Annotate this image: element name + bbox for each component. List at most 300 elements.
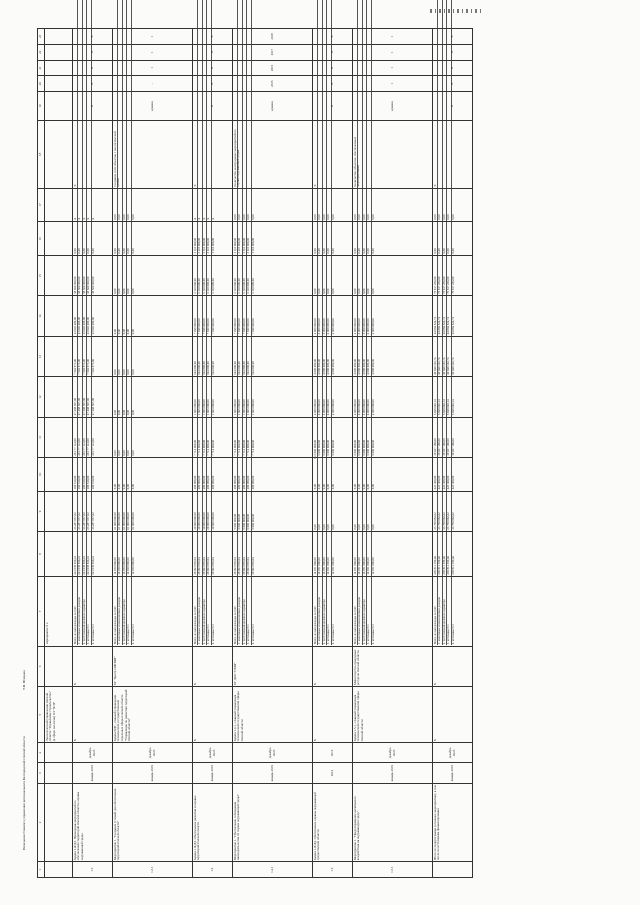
value-sub-cell: 3 110 000,00: [242, 0, 247, 254]
finance-value: [45, 532, 73, 577]
value-sub-cell: X: [207, 0, 212, 220]
finance-value: [113, 255, 193, 295]
source-label: Всего, из них расходы за счет:: [194, 0, 198, 645]
source-sub-item: 2. поступлений целевого характера: [82, 0, 87, 645]
indicator-year: [45, 76, 73, 92]
value-sub-cell: 3 110 000,00: [202, 0, 207, 294]
value-sub-cell: 0,00: [87, 0, 92, 254]
page-number: 2: [314, 455, 316, 460]
finance-value: [73, 255, 113, 295]
value-sub-cell: 5 828 040,14: [438, 0, 443, 416]
value-cell: 7 714 000,00: [194, 0, 198, 456]
value-sub-cell: 4 000 000,00: [318, 0, 323, 335]
row-indicator-unit: [45, 92, 73, 121]
value-sub-cell: 28 863 955,94: [202, 0, 207, 575]
finance-value: [433, 188, 473, 222]
source-sub-item: 4. источник N 2: [450, 624, 455, 645]
row-result: X: [193, 121, 233, 188]
value-cell: 0,00: [114, 0, 118, 490]
value-cell: 5 000 000,00: [314, 0, 318, 456]
row-task: [45, 646, 73, 686]
finance-value: [353, 458, 433, 492]
value-sub-cell: 4 000 000,00: [318, 0, 323, 375]
value-sub-cell: 7 949 000,00: [207, 0, 212, 335]
value-sub-cell: 3 110 000,00: [247, 0, 252, 254]
value-sub-cell: X: [202, 0, 207, 220]
row-number: 1.4: [193, 862, 233, 878]
value-sub-cell: 0,00: [318, 0, 323, 254]
column-number-19: 19: [38, 92, 45, 121]
value-sub-cell: 5 000 000,00: [367, 0, 372, 456]
row-number: 1.5.1: [353, 862, 433, 878]
value-sub-cell: 4 000 000,00: [322, 0, 327, 416]
source-sub-item: 2. поступлений целевого характера: [442, 0, 447, 645]
value-cell: 7 949 000,00: [194, 0, 198, 335]
value-sub-cell: 38 560 500,00: [87, 0, 92, 294]
indicator-year: 1: [113, 29, 193, 45]
indicator-year: 2016: [233, 60, 313, 76]
value-sub-cell: 23 045 409,00: [87, 0, 92, 335]
value-sub-cell: 5 000 000,00: [247, 0, 252, 530]
value-sub-cell: 0,00: [122, 0, 127, 456]
value-sub-cell: 0,00: [362, 0, 367, 530]
row-end: декабрь 2023: [233, 743, 313, 763]
finance-value: [113, 296, 193, 336]
value-sub-cell: 4 000 000,00: [327, 0, 332, 416]
finance-value: [193, 532, 233, 577]
value-sub-cell: 40 848 102,74: [450, 357, 455, 375]
value-sub-cell: 0,00: [78, 0, 83, 254]
finance-value: [433, 336, 473, 376]
row-task: X: [313, 646, 353, 686]
value-sub-cell: 5 828 040,14: [450, 399, 455, 416]
value-cell: 544 000,00: [234, 0, 238, 375]
finance-value: [353, 222, 433, 256]
source-label: Всего, из них расходы за счет:: [314, 0, 318, 645]
value-sub-cell: 0,00: [438, 0, 443, 254]
value-cell: 3 110 000,00: [234, 0, 238, 294]
value-sub-cell: 7 502 973,00: [90, 358, 95, 375]
value-sub-cell: 0,00: [442, 0, 447, 220]
value-cell: 38 560 500,00: [74, 0, 78, 294]
value-sub-cell: 23 790 082,62: [442, 0, 447, 530]
value-cell: 3 110 000,00: [194, 0, 198, 254]
row-indicator-unit: X: [73, 92, 113, 121]
source-sub-item: 1. налоговых и неналоговых доходов: [438, 0, 443, 645]
value-cell: 14 931 000,00: [354, 0, 358, 575]
indicator-year: X: [433, 76, 473, 92]
value-sub-cell: 0,00: [370, 484, 375, 490]
column-number-3: 3: [38, 763, 45, 783]
value-sub-cell: 0,00: [322, 0, 327, 490]
finance-value: [73, 188, 113, 222]
row-source: [193, 577, 233, 647]
value-sub-cell: 423 300,00: [438, 0, 443, 490]
source-sub-item: 1. налоговых и неналоговых доходов: [358, 0, 363, 645]
value-cell: 5 828 040,14: [434, 0, 438, 416]
value-sub-cell: 544 000,00: [198, 0, 203, 375]
finance-value: [233, 417, 313, 457]
finance-value: [45, 491, 73, 531]
value-sub-cell: 0,00: [442, 0, 447, 254]
value-sub-cell: 0,00: [330, 288, 335, 294]
indicator-year: 1: [113, 44, 193, 60]
column-number-6: 6: [38, 646, 45, 686]
value-sub-cell: 0,00: [130, 248, 135, 254]
finance-value: [73, 296, 113, 336]
value-sub-cell: 0,00: [118, 0, 123, 220]
finance-value: [433, 458, 473, 492]
finance-value: [113, 377, 193, 417]
value-sub-cell: 0,00: [322, 0, 327, 294]
value-sub-cell: 0,00: [127, 0, 132, 456]
value-sub-cell: 3 110 000,00: [250, 237, 255, 254]
value-sub-cell: 0,00: [118, 0, 123, 416]
row-end: декабрь 2023: [193, 743, 233, 763]
value-sub-cell: 20 177 112,00: [82, 0, 87, 456]
value-sub-cell: 0,00: [130, 484, 135, 490]
value-sub-cell: 40 848 102,74: [442, 0, 447, 375]
row-indicator-unit: X: [313, 92, 353, 121]
finance-value: [73, 458, 113, 492]
value-sub-cell: 3 110 000,00: [207, 0, 212, 254]
value-sub-cell: 39 657 180,00: [442, 0, 447, 456]
finance-value: [313, 336, 353, 376]
value-sub-cell: 14 930 000,00: [122, 0, 127, 575]
finance-value: [73, 417, 113, 457]
value-sub-cell: 38 560 500,00: [90, 276, 95, 294]
value-cell: 0,00: [314, 0, 318, 220]
footer-signature-name: Т.Н. Птицына: [22, 670, 26, 690]
value-sub-cell: 0,00: [367, 0, 372, 294]
indicator-year: X: [73, 76, 113, 92]
finance-value: [113, 188, 193, 222]
value-sub-cell: 0,00: [238, 0, 243, 220]
value-sub-cell: 47 288 507,00: [87, 0, 92, 416]
source-sub-item: 1. налоговых и неналоговых доходов: [318, 0, 323, 645]
row-executor: Экологический управления Омской области "Управление строительство" (в сфере экологии) ОЗ "ЗСП": [45, 687, 73, 743]
indicator-year: X: [433, 29, 473, 45]
row-indicator-unit: единиц: [353, 92, 433, 121]
value-sub-cell: 0,00: [127, 0, 132, 294]
source-label: Всего, из них расходы за счет:: [354, 0, 358, 645]
value-sub-cell: 5 000 000,00: [362, 0, 367, 456]
value-sub-cell: 100 510,00: [87, 0, 92, 490]
value-sub-cell: 5 000 000,00: [238, 0, 243, 530]
source-sub-item: 2. поступлений целевого характера: [242, 0, 247, 645]
indicator-year: X: [193, 44, 233, 60]
indicator-year: -: [113, 76, 193, 92]
column-number-17: 17: [38, 188, 45, 222]
value-cell: 0,00: [114, 0, 118, 254]
value-sub-cell: X: [90, 217, 95, 220]
value-sub-cell: 239 811 350,66: [438, 0, 443, 575]
value-cell: 4 000 000,00: [314, 0, 318, 375]
value-sub-cell: 23 287 057,02: [87, 0, 92, 530]
finance-value: [353, 188, 433, 222]
value-sub-cell: 23 287 057,02: [90, 512, 95, 530]
source-sub-item: 4. источник N 2: [90, 624, 95, 645]
row-executor: X: [193, 687, 233, 743]
source-sub-item: 3. источник N 1: [247, 0, 252, 645]
source-label: Всего, из них расходы за счет:: [234, 0, 238, 645]
value-cell: 1 865 000,00: [194, 0, 198, 416]
value-sub-cell: 0,00: [118, 0, 123, 375]
value-sub-cell: 0,00: [118, 0, 123, 254]
finance-value: [433, 377, 473, 417]
value-sub-cell: 0,00: [318, 0, 323, 530]
row-name: Мероприятие 1. "Обеспечение соблюдения законодательства об охране окружающей среды": [233, 783, 313, 862]
value-sub-cell: 100 510,00: [78, 0, 83, 490]
value-sub-cell: X: [82, 0, 87, 220]
column-number-14: 14: [38, 296, 45, 336]
value-sub-cell: 5 000 000,00: [370, 439, 375, 456]
value-sub-cell: 280 090,00: [202, 0, 207, 490]
value-sub-cell: 0,00: [450, 248, 455, 254]
source-sub-item: 2. поступлений целевого характера: [122, 0, 127, 645]
finance-value: [45, 458, 73, 492]
value-sub-cell: 0,00: [122, 0, 127, 335]
value-sub-cell: 44 084 524,74: [447, 0, 452, 335]
indicator-year: [45, 29, 73, 45]
value-sub-cell: 0,00: [122, 0, 127, 294]
value-sub-cell: 4 000 000,00: [358, 0, 363, 375]
value-sub-cell: 0,00: [130, 214, 135, 220]
value-sub-cell: 0,00: [322, 0, 327, 530]
row-result: X: [73, 121, 113, 188]
value-sub-cell: 40 848 102,74: [438, 0, 443, 375]
column-number-8: 8: [38, 532, 45, 577]
source-label: мероприятие N 2: [44, 622, 49, 645]
value-sub-cell: 14 931 000,00: [330, 557, 335, 575]
value-sub-cell: 280 090,00: [242, 0, 247, 490]
value-sub-cell: 4 000 000,00: [330, 318, 335, 335]
row-start: 2014: [313, 763, 353, 783]
value-sub-cell: 0,00: [90, 248, 95, 254]
value-sub-cell: 0,00: [358, 0, 363, 220]
value-sub-cell: 20 000 000,00: [210, 512, 215, 530]
finance-value: [45, 296, 73, 336]
value-sub-cell: 0,00: [122, 0, 127, 490]
value-sub-cell: 221 039 836,61: [87, 0, 92, 575]
value-sub-cell: 0,00: [367, 0, 372, 254]
row-name: Задача 1.Ф.ДЗ. Обеспечение охраны окружающей среды Омской области: [313, 783, 353, 862]
value-sub-cell: 28 863 955,94: [238, 0, 243, 575]
value-sub-cell: 4 000 000,00: [327, 0, 332, 335]
row-start: январь 2019: [193, 763, 233, 783]
value-sub-cell: 38 560 500,00: [82, 0, 87, 294]
value-sub-cell: 221 039 836,61: [82, 0, 87, 575]
value-sub-cell: 7 714 000,00: [207, 0, 212, 456]
value-sub-cell: 0,00: [330, 248, 335, 254]
row-task: БУ "Центр ОМПНИ": [113, 646, 193, 686]
value-sub-cell: 7 714 000,00: [202, 0, 207, 456]
value-sub-cell: 544 000,00: [210, 361, 215, 375]
source-sub-item: 1. налоговых и неналоговых доходов: [78, 0, 83, 645]
row-start: январь 2019: [353, 763, 433, 783]
value-sub-cell: 14 930 000,00: [130, 557, 135, 575]
column-number-7: 7: [38, 577, 45, 647]
finance-value: [113, 532, 193, 577]
indicator-year: X: [313, 29, 353, 45]
value-sub-cell: 0,00: [327, 0, 332, 254]
value-cell: 23 790 082,62: [434, 0, 438, 530]
indicator-year: X: [313, 76, 353, 92]
value-sub-cell: 4 000 000,00: [322, 0, 327, 375]
indicator-year: 2018: [233, 29, 313, 45]
value-sub-cell: 23 790 082,62: [438, 0, 443, 530]
value-sub-cell: 28 863 955,94: [250, 557, 255, 575]
value-sub-cell: 79 817 256,00: [447, 0, 452, 294]
value-cell: 3 110 000,00: [194, 0, 198, 294]
value-sub-cell: 4 000 000,00: [322, 0, 327, 335]
value-cell: X: [74, 0, 78, 220]
indicator-year: 1: [353, 44, 433, 60]
finance-value: [113, 336, 193, 376]
indicator-year: X: [73, 29, 113, 45]
value-cell: 14 930 000,00: [114, 0, 118, 575]
row-number: 1.5: [313, 862, 353, 878]
value-sub-cell: 3 110 000,00: [210, 278, 215, 294]
scan-marks: [430, 0, 610, 6]
row-result: [45, 121, 73, 188]
row-name: Задача 1.Ф.ДЗ. Проведение мероприятий по обеспечению территорий Омской области, охраны окружающей среды: [73, 783, 113, 862]
source-sub-item: 3. источник N 1: [367, 0, 372, 645]
finance-value: [193, 296, 233, 336]
value-sub-cell: 0,00: [362, 0, 367, 294]
value-sub-cell: 23 045 409,00: [78, 0, 83, 335]
value-cell: 28 863 955,94: [194, 0, 198, 575]
value-cell: 0,00: [354, 0, 358, 530]
finance-value: [313, 222, 353, 256]
value-cell: 4 000 000,00: [314, 0, 318, 416]
finance-value: [193, 458, 233, 492]
row-task: X: [193, 646, 233, 686]
value-sub-cell: 20 000 000,00: [198, 0, 203, 530]
value-sub-cell: 4 000 000,00: [327, 0, 332, 375]
value-sub-cell: 4 000 000,00: [362, 0, 367, 335]
value-sub-cell: 5 000 000,00: [358, 0, 363, 456]
value-cell: 28 863 955,94: [234, 0, 238, 575]
value-sub-cell: 23 045 409,00: [82, 0, 87, 335]
table-row: [313, 29, 353, 878]
value-cell: 0,00: [114, 0, 118, 416]
value-sub-cell: 1 865 000,00: [210, 399, 215, 416]
finance-value: [113, 491, 193, 531]
row-indicator-unit: X: [193, 92, 233, 121]
value-cell: 0,00: [114, 0, 118, 294]
value-sub-cell: 0,00: [330, 484, 335, 490]
row-name: Задача 1.Ф.ДЗ. Обеспечение развития и охраны территорий Омской области: [193, 783, 233, 862]
value-cell: 7 714 000,00: [234, 0, 238, 456]
finance-value: [193, 188, 233, 222]
value-sub-cell: 0,00: [370, 214, 375, 220]
value-sub-cell: 7 714 000,00: [247, 0, 252, 456]
indicator-year: X: [313, 44, 353, 60]
finance-value: [433, 532, 473, 577]
row-executor: X: [433, 687, 473, 743]
value-cell: 0,00: [314, 0, 318, 530]
value-sub-cell: 79 817 256,00: [442, 0, 447, 294]
finance-value: [313, 296, 353, 336]
source-sub-item: 1. налоговых и неналоговых доходов: [118, 0, 123, 645]
value-sub-cell: 4 000 000,00: [362, 0, 367, 375]
value-sub-cell: 7 714 000,00: [250, 439, 255, 456]
value-sub-cell: 5 000 000,00: [322, 0, 327, 456]
finance-value: [353, 255, 433, 295]
value-sub-cell: 0,00: [447, 0, 452, 254]
value-sub-cell: 0,00: [318, 0, 323, 220]
indicator-year: X: [193, 76, 233, 92]
value-sub-cell: 280 090,00: [207, 0, 212, 490]
row-start: январь 2019: [73, 763, 113, 783]
row-result: Создание сети объектов с экологической целью: [113, 121, 193, 188]
value-sub-cell: 0,00: [322, 0, 327, 220]
finance-value: [233, 377, 313, 417]
value-sub-cell: 39 657 180,00: [447, 0, 452, 456]
value-sub-cell: 44 084 524,74: [442, 0, 447, 335]
value-sub-cell: 7 949 000,00: [247, 0, 252, 335]
value-sub-cell: 0,00: [127, 0, 132, 375]
value-cell: 4 000 000,00: [314, 0, 318, 335]
source-label: Всего, из них расходы за счет:: [114, 0, 118, 645]
value-sub-cell: 61 000 000,00: [127, 0, 132, 530]
value-sub-cell: 7 714 000,00: [210, 439, 215, 456]
value-sub-cell: 1 865 000,00: [198, 0, 203, 416]
value-sub-cell: 0,00: [358, 0, 363, 530]
indicator-year: X: [433, 44, 473, 60]
value-sub-cell: 4 000 000,00: [358, 0, 363, 416]
value-sub-cell: 423 300,00: [442, 0, 447, 490]
row-source: [313, 577, 353, 647]
indicator-year: X: [193, 29, 233, 45]
value-sub-cell: 0,00: [118, 0, 123, 294]
row-result: X: [313, 121, 353, 188]
value-cell: 14 931 000,00: [314, 0, 318, 575]
value-sub-cell: X: [87, 0, 92, 220]
indicator-year: 1: [113, 60, 193, 76]
indicator-year: X: [313, 60, 353, 76]
finance-value: [313, 188, 353, 222]
value-sub-cell: 3 110 000,00: [250, 278, 255, 294]
finance-value: [353, 377, 433, 417]
source-sub-item: 3. источник N 1: [207, 0, 212, 645]
finance-value: [233, 188, 313, 222]
finance-value: [433, 491, 473, 531]
column-number-22: 22: [38, 44, 45, 60]
row-start: январь 2019: [113, 763, 193, 783]
value-sub-cell: 280 090,00: [247, 0, 252, 490]
value-sub-cell: 28 863 955,94: [242, 0, 247, 575]
row-task: X: [73, 646, 113, 686]
value-sub-cell: 28 863 955,94: [247, 0, 252, 575]
value-sub-cell: 280 090,00: [238, 0, 243, 490]
value-cell: 0,00: [354, 0, 358, 254]
value-sub-cell: 0,00: [318, 0, 323, 490]
value-cell: 0,00: [354, 0, 358, 220]
value-sub-cell: 100 510,00: [90, 475, 95, 490]
value-sub-cell: 0,00: [82, 0, 87, 254]
finance-value: [73, 336, 113, 376]
value-sub-cell: 47 288 507,00: [78, 0, 83, 416]
finance-value: [113, 222, 193, 256]
value-sub-cell: 23 045 409,00: [90, 317, 95, 335]
finance-value: [193, 377, 233, 417]
value-sub-cell: 44 084 524,74: [450, 317, 455, 335]
source-sub-item: 4. источник N 2: [210, 624, 215, 645]
value-sub-cell: 3 110 000,00: [198, 0, 203, 254]
source-sub-item: 4. источник N 2: [250, 624, 255, 645]
